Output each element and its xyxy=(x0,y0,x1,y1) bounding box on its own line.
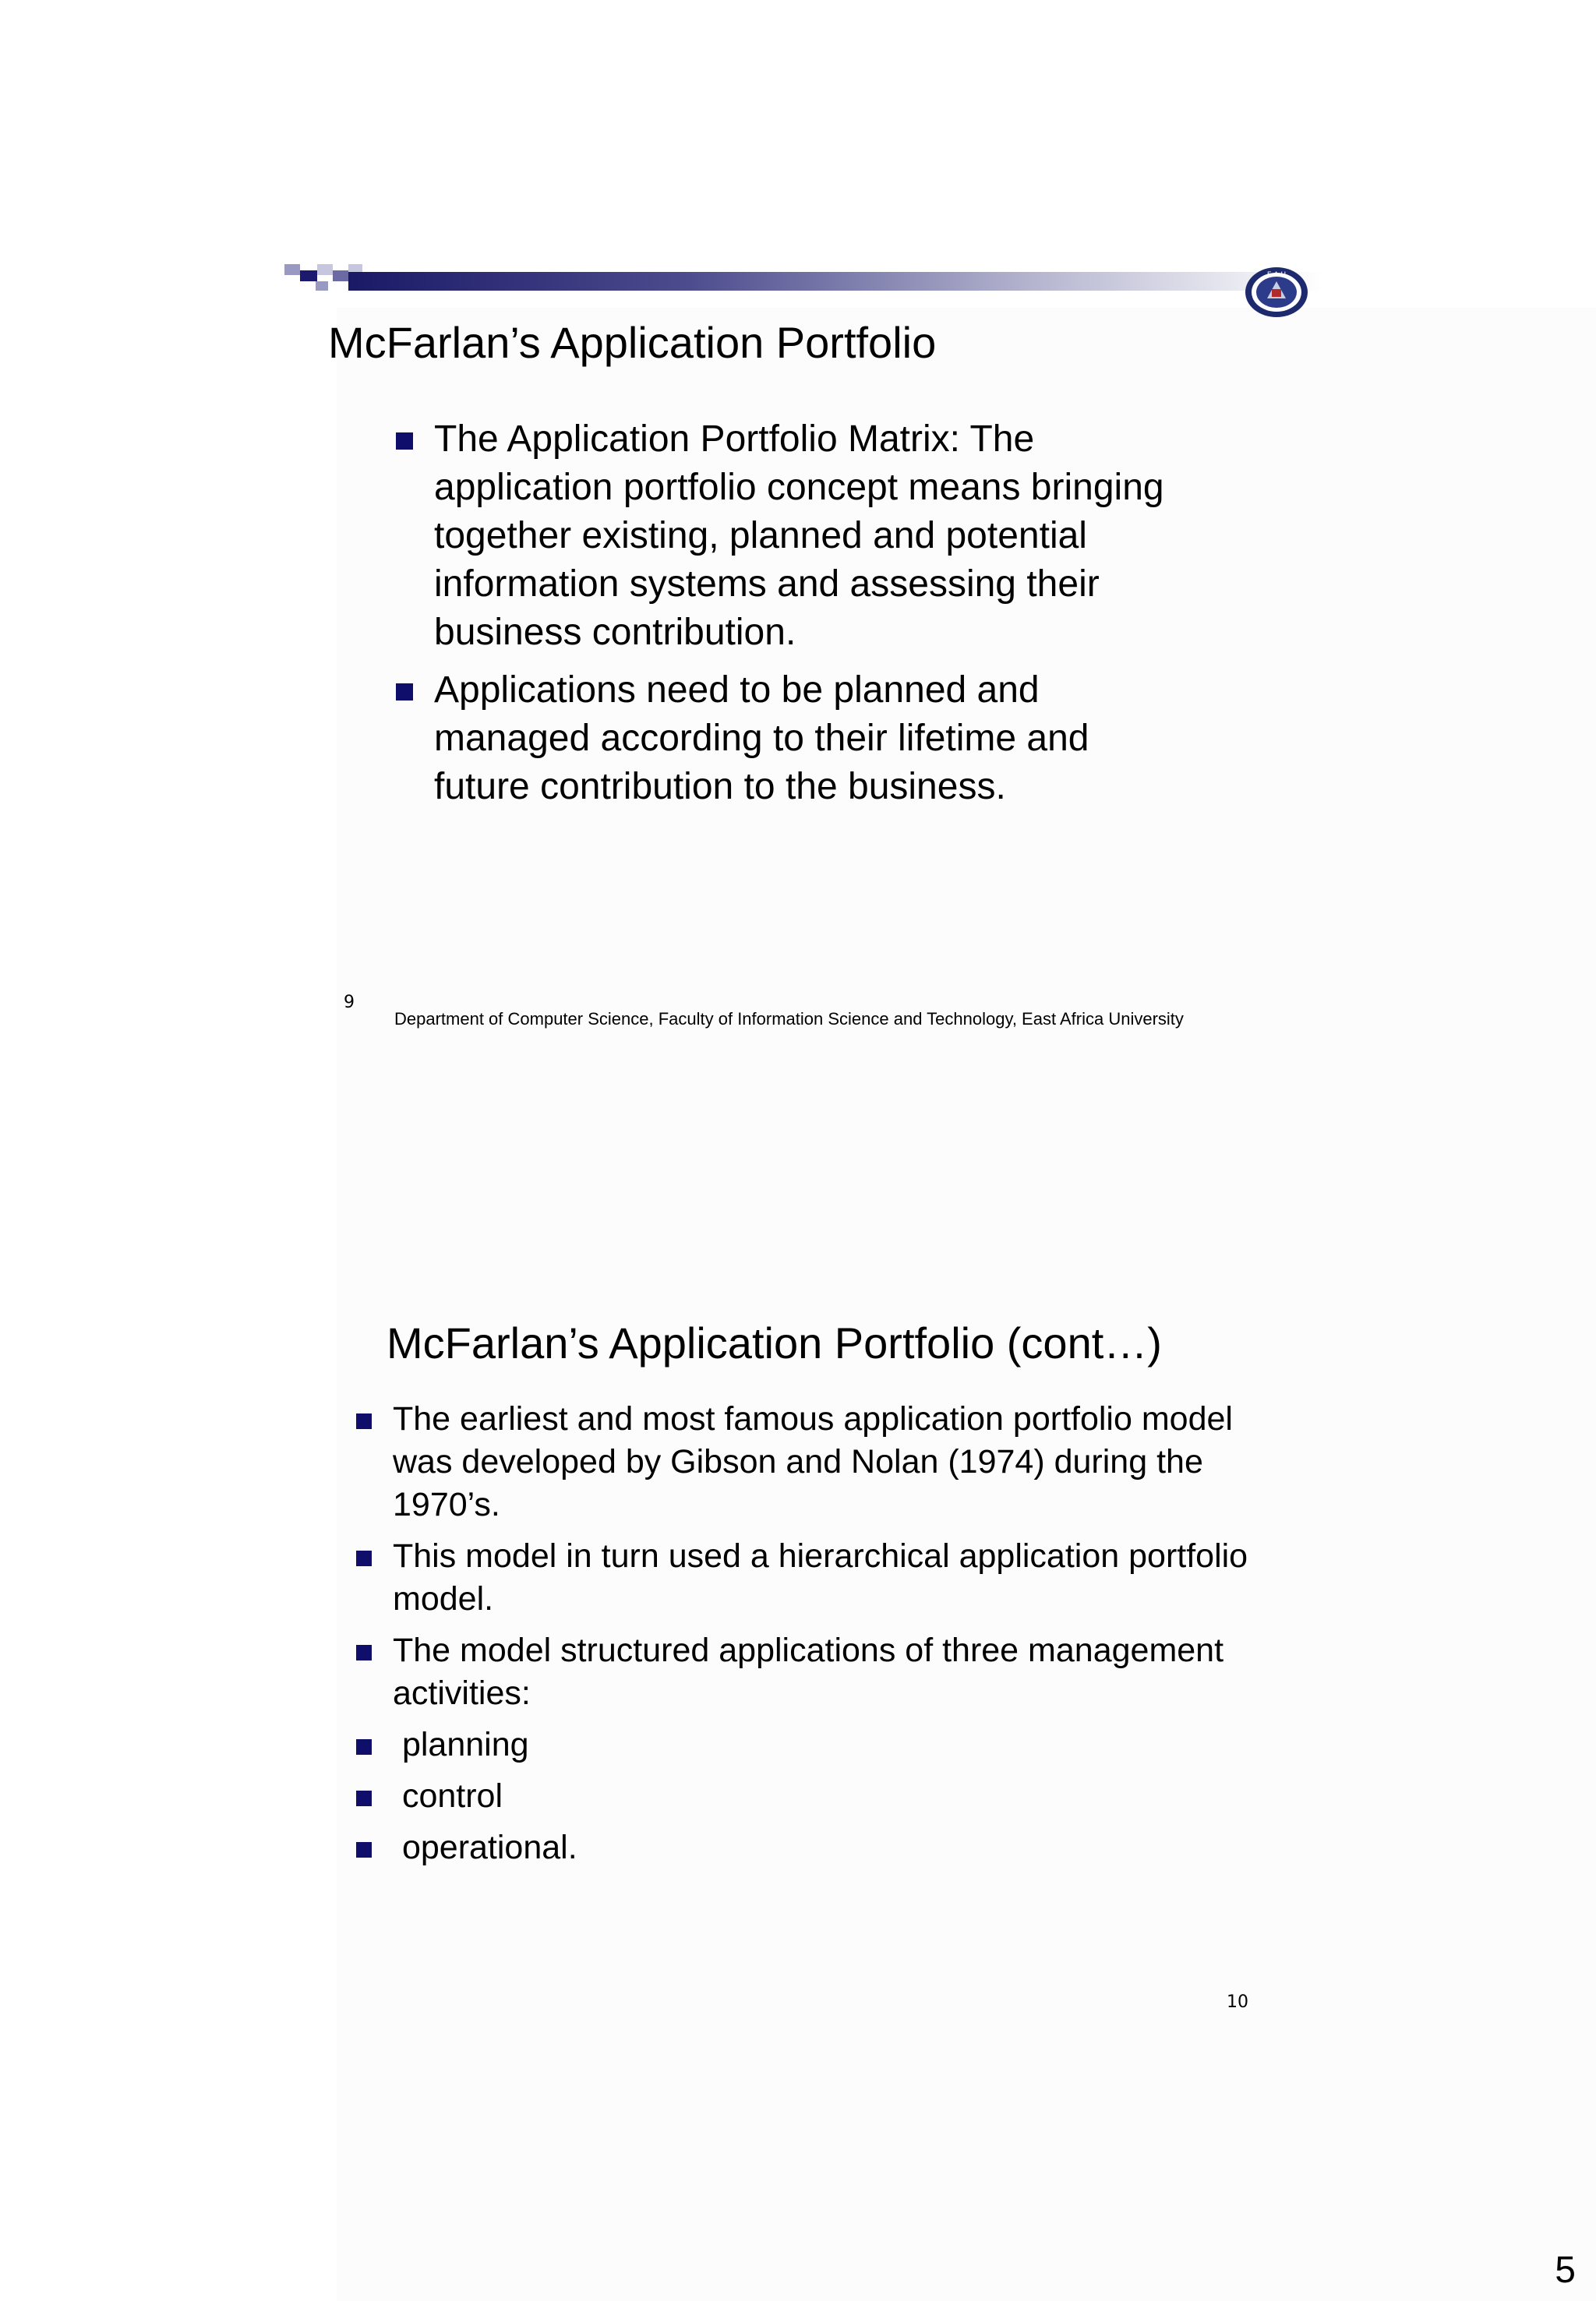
list-item xyxy=(434,415,1182,657)
list-item xyxy=(393,1535,1250,1621)
slide-footer: Department of Computer Science, Faculty of Information Science and Technology, East Africa University xyxy=(394,1009,1184,1029)
bullet-text: operational. xyxy=(393,1829,577,1866)
slide-title: McFarlan’s Application Portfolio (cont…) xyxy=(387,1318,1162,1368)
bullet-text: The earliest and most famous application portfolio model was developed by Gibson and Nolan (1974) during the 1970’s. xyxy=(393,1400,1233,1523)
square-bullet-icon xyxy=(356,1842,372,1858)
bullet-text: The model structured applications of three management activities: xyxy=(393,1632,1224,1712)
list-item xyxy=(393,1629,1250,1715)
slide-number: 9 xyxy=(344,993,355,1012)
page-number: 5 xyxy=(1555,2250,1576,2291)
list-item xyxy=(393,1826,1250,1869)
square-bullet-icon xyxy=(356,1413,372,1429)
slide-number: 10 xyxy=(1227,1992,1248,2012)
square-bullet-icon xyxy=(396,683,413,701)
bullet-list xyxy=(434,415,1182,821)
bullet-text: Applications need to be planned and managed according to their lifetime and future contribution to the business. xyxy=(434,669,1089,807)
square-bullet-icon xyxy=(396,432,413,450)
slide-title: McFarlan’s Application Portfolio xyxy=(328,318,937,367)
square-bullet-icon xyxy=(356,1791,372,1806)
bullet-text: The Application Portfolio Matrix: The application portfolio concept means bringing together existing, planned and potential information systems and assessing their business contribution. xyxy=(434,418,1164,653)
header-gradient-rule xyxy=(348,272,1322,291)
square-bullet-icon xyxy=(356,1645,372,1660)
university-seal-icon xyxy=(1244,266,1309,319)
list-item xyxy=(434,666,1182,811)
list-item xyxy=(393,1398,1250,1526)
bullet-text: control xyxy=(393,1777,503,1815)
square-bullet-icon xyxy=(356,1551,372,1566)
svg-text:E A U: E A U xyxy=(1266,271,1287,279)
square-bullet-icon xyxy=(356,1739,372,1755)
bullet-list xyxy=(393,1398,1250,1878)
bullet-text: planning xyxy=(393,1726,529,1763)
list-item xyxy=(393,1775,1250,1818)
bullet-text: This model in turn used a hierarchical application portfolio model. xyxy=(393,1537,1248,1618)
list-item xyxy=(393,1724,1250,1766)
